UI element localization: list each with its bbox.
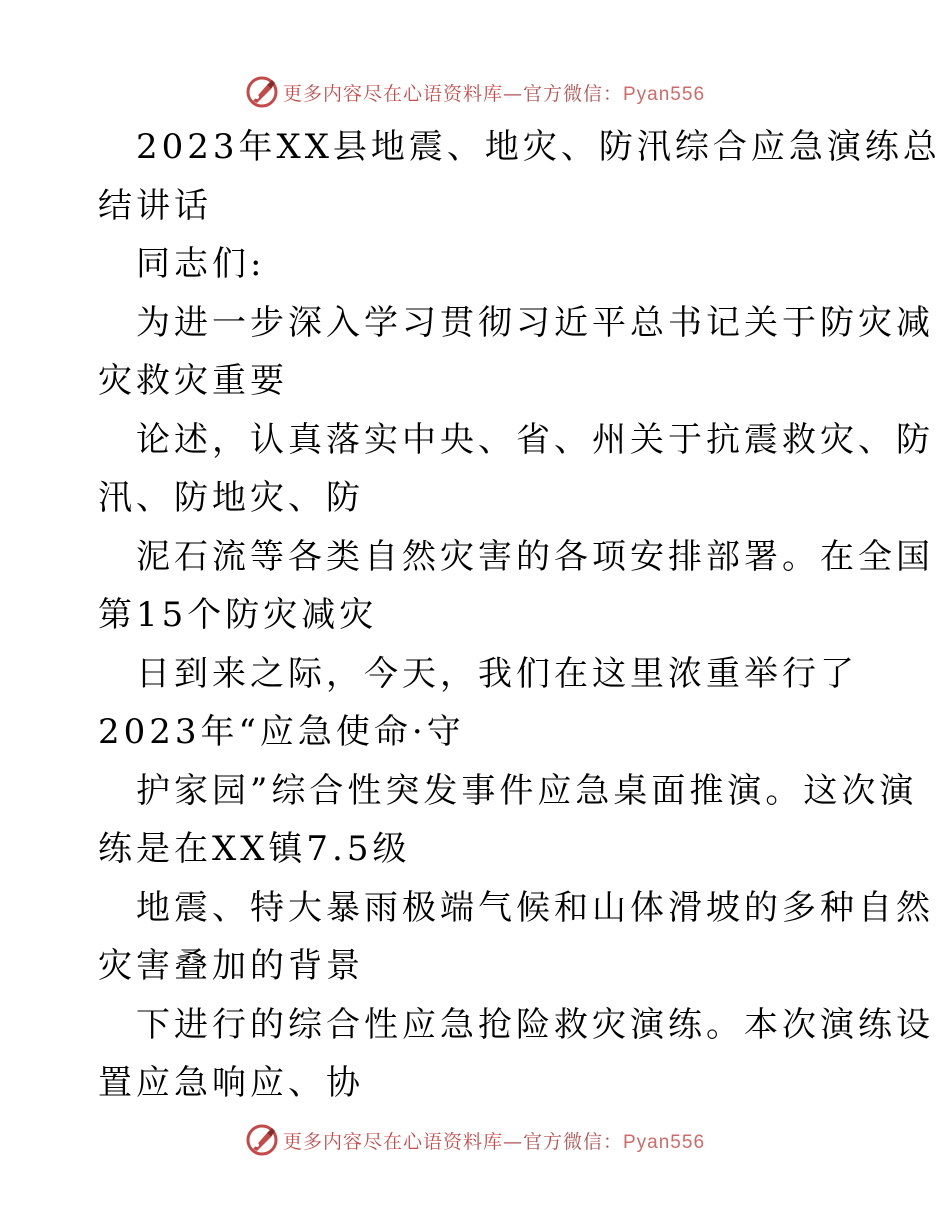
- text-line: 灾害叠加的背景: [98, 946, 364, 986]
- pen-logo-icon: [245, 1123, 279, 1157]
- watermark-subtitle: 官方微信：: [522, 82, 623, 105]
- watermark-wechat-id: Pyan556: [623, 1131, 706, 1153]
- pen-logo-icon: [245, 75, 279, 109]
- text-line: 护家园”综合性突发事件应急桌面推演。这次演: [136, 770, 918, 811]
- text-line: 第15个防灾减灾: [98, 595, 378, 635]
- document-body: [98, 118, 941, 1113]
- text-line: 2023年“应急使命·守: [98, 712, 465, 752]
- watermark-dash: —: [502, 82, 523, 105]
- text-line: 结讲话: [98, 185, 212, 226]
- text-line: 下进行的综合性应急抢险救灾演练。本次演练设: [136, 1004, 934, 1045]
- text-line: 同志们:: [136, 244, 266, 284]
- text-line: 汛、防地灾、防: [98, 478, 364, 518]
- watermark-text: [283, 79, 705, 106]
- text-line: 灾救灾重要: [98, 361, 288, 401]
- text-line: 置应急响应、协: [98, 1063, 364, 1103]
- header-watermark: [0, 72, 950, 112]
- text-line: 练是在XX镇7.5级: [98, 829, 411, 869]
- watermark-text: [283, 1127, 705, 1154]
- footer-watermark: [0, 1120, 950, 1160]
- text-line: 为进一步深入学习贯彻习近平总书记关于防灾减: [136, 302, 934, 343]
- watermark-title: 更多内容尽在心语资料库: [282, 82, 503, 105]
- watermark-dash: —: [502, 1130, 523, 1153]
- text-line: 日到来之际，今天，我们在这里浓重举行了: [136, 653, 858, 694]
- text-line: 论述，认真落实中央、省、州关于抗震救灾、防: [136, 419, 934, 460]
- text-line: 2023年XX县地震、地灾、防汛综合应急演练总: [136, 127, 941, 167]
- watermark-subtitle: 官方微信：: [522, 1130, 623, 1153]
- text-line: 地震、特大暴雨极端气候和山体滑坡的多种自然: [136, 887, 934, 928]
- watermark-wechat-id: Pyan556: [623, 83, 706, 105]
- text-line: 泥石流等各类自然灾害的各项安排部署。在全国: [136, 536, 934, 577]
- watermark-title: 更多内容尽在心语资料库: [282, 1130, 503, 1153]
